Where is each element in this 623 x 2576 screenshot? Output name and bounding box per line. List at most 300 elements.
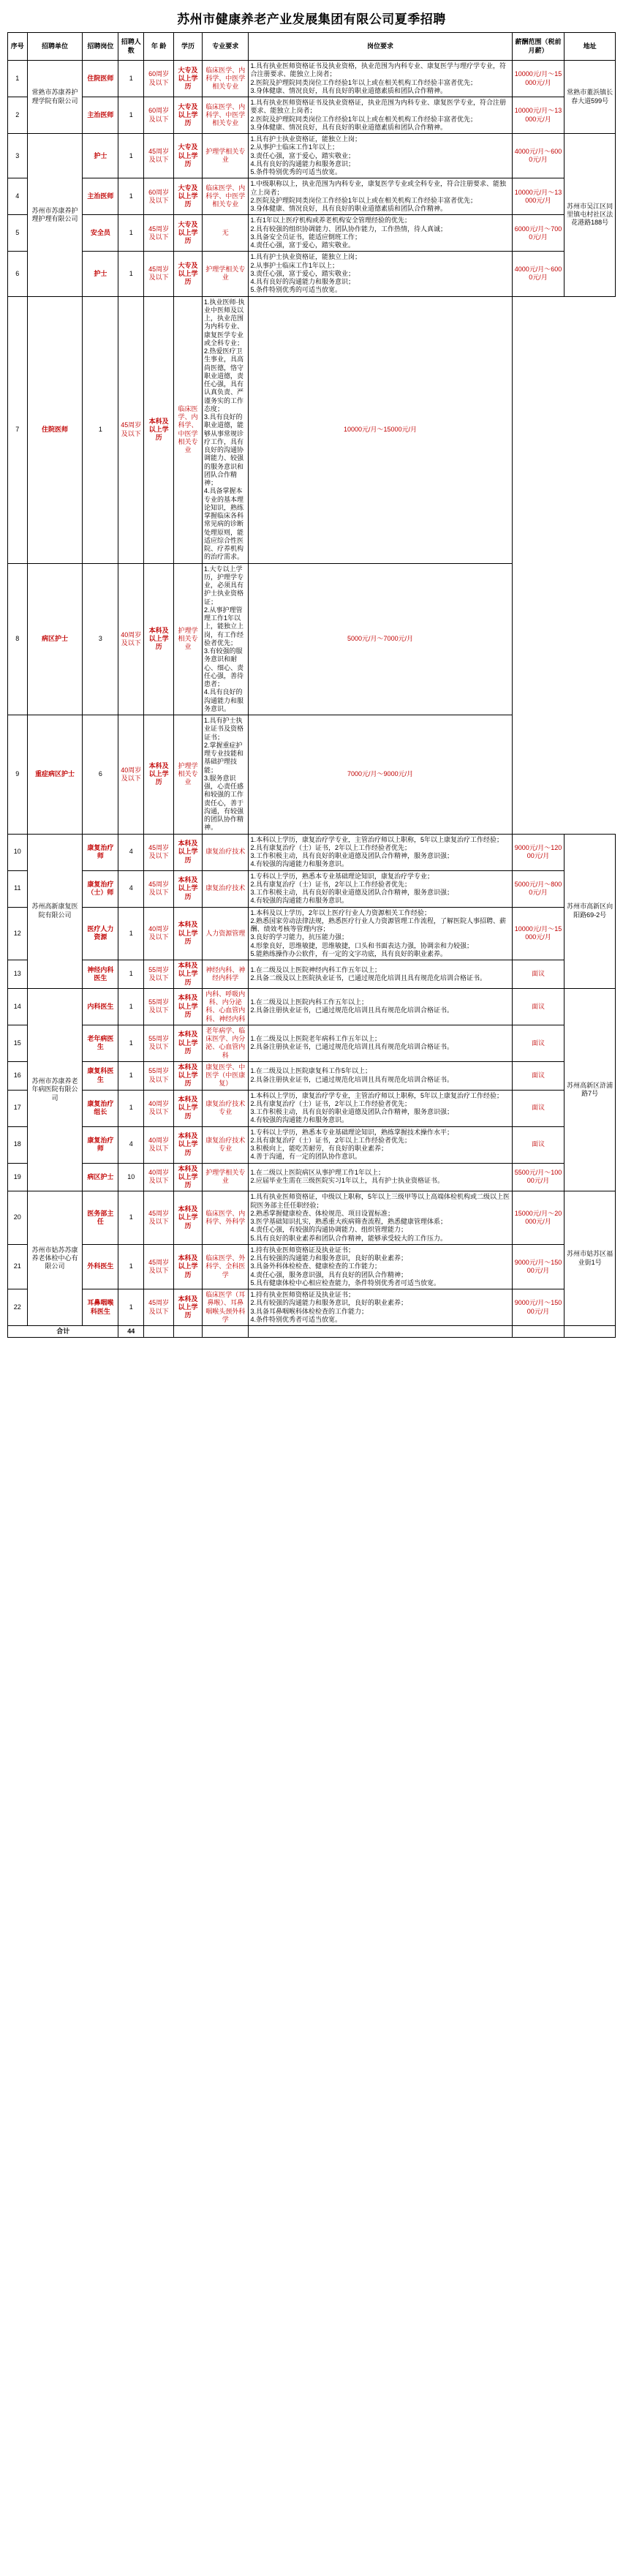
footer-empty-cell bbox=[144, 1326, 174, 1338]
cell-age: 40周岁及以下 bbox=[144, 907, 174, 960]
requirement-line: 4.形象良好，思维敏捷，思维敏捷，口头和书面表达力强，协调亲和力较强； bbox=[250, 941, 473, 949]
requirement-line: 4.责任心强，富于爱心，踏实敬业。 bbox=[250, 241, 355, 249]
table-row bbox=[8, 715, 616, 835]
requirement-line: 2.掌握重症护理专业技能和基础护理技能； bbox=[204, 741, 244, 774]
cell-requirements bbox=[249, 61, 512, 97]
table-row bbox=[8, 1025, 616, 1061]
cell-address: 苏州市姑苏区福业街1号 bbox=[565, 1191, 616, 1326]
cell-no: 3 bbox=[8, 134, 28, 178]
cell-age: 60周岁及以下 bbox=[144, 178, 174, 215]
requirement-line: 1.本科及以上学历，2年以上医疗行业人力资源相关工作经验； bbox=[250, 908, 431, 916]
cell-post: 主治医师 bbox=[83, 178, 118, 215]
requirement-line: 3.工作积极主动，具有良好的职业道德及团队合作精神，服务意识强； bbox=[250, 1108, 453, 1115]
footer-empty-cell bbox=[203, 1326, 249, 1338]
cell-education: 大专及以上学历 bbox=[174, 61, 203, 97]
cell-requirements bbox=[203, 296, 249, 563]
cell-major: 临床医学、内科学、中医学相关专业 bbox=[203, 97, 249, 134]
cell-major: 临床医学、内科学、中医学相关专业 bbox=[174, 296, 203, 563]
cell-no: 5 bbox=[8, 215, 28, 252]
cell-count: 1 bbox=[118, 252, 144, 296]
cell-salary: 9000元/月～15000元/月 bbox=[512, 1289, 565, 1326]
cell-count: 1 bbox=[118, 907, 144, 960]
requirement-line: 2.具有康复治疗（士）证书，2年以上工作经验者优先； bbox=[250, 1136, 411, 1144]
cell-major: 护理学相关专业 bbox=[203, 252, 249, 296]
table-row bbox=[8, 1061, 616, 1090]
total-count: 44 bbox=[118, 1326, 144, 1338]
requirement-line: 4.具有良好的沟通能力和服务意识。 bbox=[204, 688, 244, 712]
cell-salary: 面议 bbox=[512, 988, 565, 1025]
cell-salary: 面议 bbox=[512, 1090, 565, 1126]
requirement-line: 2.具有较强的沟通能力和服务意识，良好的职业素养； bbox=[250, 1299, 407, 1307]
cell-salary: 6000元/月～7000元/月 bbox=[512, 215, 565, 252]
cell-no: 20 bbox=[8, 1191, 28, 1245]
table-row bbox=[8, 1163, 616, 1191]
cell-address: 常熟市董浜镇长春大道599号 bbox=[565, 61, 616, 134]
page-title: 苏州市健康养老产业发展集团有限公司夏季招聘 bbox=[177, 12, 446, 26]
cell-post: 护士 bbox=[83, 252, 118, 296]
cell-unit: 常熟市苏康养护理学院有限公司 bbox=[27, 61, 83, 134]
requirement-line: 4.有较强的沟通能力和服务意识。 bbox=[250, 897, 348, 905]
cell-age: 40周岁及以下 bbox=[118, 563, 144, 715]
requirement-line: 2.热爱医疗卫生事业，具高尚医德，恪守职业道德，责任心强，具有认真负责、严谨务实的工作态度； bbox=[204, 347, 244, 413]
cell-count: 1 bbox=[118, 1289, 144, 1326]
cell-count: 6 bbox=[83, 715, 118, 835]
cell-salary: 面议 bbox=[512, 1025, 565, 1061]
requirement-line: 4.有较强的沟通能力和服务意识。 bbox=[250, 860, 348, 868]
cell-education: 本科及以上学历 bbox=[174, 960, 203, 989]
requirement-line: 3.良好的学习能力，抗压能力强； bbox=[250, 933, 348, 941]
cell-age: 45周岁及以下 bbox=[144, 215, 174, 252]
requirement-line: 5.具有健康体检中心相应检查能力，条件特别优秀者可适当放宽。 bbox=[250, 1278, 440, 1287]
cell-major: 人力资源管理 bbox=[203, 907, 249, 960]
cell-no: 16 bbox=[8, 1061, 28, 1090]
cell-post: 住院医师 bbox=[27, 296, 83, 563]
requirement-line: 2.应届毕业生需在三级医院实习1年以上，具有护士执业资格证书。 bbox=[250, 1177, 444, 1185]
cell-no: 8 bbox=[8, 563, 28, 715]
cell-requirements bbox=[249, 97, 512, 134]
table-row bbox=[8, 296, 616, 563]
cell-requirements bbox=[249, 1126, 512, 1163]
requirement-line: 3.工作积极主动，具有良好的职业道德及团队合作精神，服务意识强； bbox=[250, 852, 453, 859]
cell-no: 17 bbox=[8, 1090, 28, 1126]
requirement-line: 3.服务意识强，心责任感和较强的工作责任心，善于沟通，有较强的团队协作精神。 bbox=[204, 774, 244, 832]
cell-count: 1 bbox=[118, 61, 144, 97]
cell-unit: 苏州市姑苏苏康养老体检中心有限公司 bbox=[27, 1191, 83, 1326]
requirement-line: 2.具备注册执业证书，已通过规范化培训且具有规范化培训合格证书。 bbox=[250, 1043, 453, 1051]
cell-count: 4 bbox=[118, 834, 144, 870]
cell-requirements bbox=[249, 907, 512, 960]
cell-age: 55周岁及以下 bbox=[144, 988, 174, 1025]
requirement-line: 1.持有执业医师资格证及执业证书； bbox=[250, 1291, 355, 1298]
requirement-line: 3.身体健康、情况良好，具有良好的职业道德素质和团队合作精神。 bbox=[250, 86, 447, 94]
cell-count: 1 bbox=[118, 97, 144, 134]
cell-requirements bbox=[249, 960, 512, 989]
requirement-line: 2.具备注册执业证书，已通过规范化培训且具有规范化培训合格证书。 bbox=[250, 1075, 453, 1083]
cell-salary: 10000元/月～15000元/月 bbox=[512, 61, 565, 97]
cell-requirements bbox=[249, 1163, 512, 1191]
cell-education: 本科及以上学历 bbox=[174, 1244, 203, 1289]
col-header-salary: 薪酬范围（税前月薪） bbox=[512, 33, 565, 61]
cell-post: 神经内科医生 bbox=[83, 960, 118, 989]
cell-post: 安全员 bbox=[83, 215, 118, 252]
cell-education: 本科及以上学历 bbox=[144, 563, 174, 715]
cell-salary: 4000元/月～6000元/月 bbox=[512, 134, 565, 178]
col-header-count: 招聘人数 bbox=[118, 33, 144, 61]
cell-major: 无 bbox=[203, 215, 249, 252]
cell-requirements bbox=[249, 834, 512, 870]
cell-salary: 10000元/月～13000元/月 bbox=[512, 97, 565, 134]
cell-post: 护士 bbox=[83, 134, 118, 178]
table-row bbox=[8, 61, 616, 97]
cell-education: 本科及以上学历 bbox=[174, 1126, 203, 1163]
col-header-requirement: 岗位要求 bbox=[249, 33, 512, 61]
requirement-line: 5.具有良好的职业素养和团队合作精神，能够承受较大的工作压力。 bbox=[250, 1234, 447, 1242]
cell-major: 康复治疗技术专业 bbox=[203, 1090, 249, 1126]
cell-age: 45周岁及以下 bbox=[118, 296, 144, 563]
requirement-line: 4.善于沟通，有一定的团队协作意识。 bbox=[250, 1153, 361, 1161]
requirement-line: 1.具有护士执业资格证，能独立上岗； bbox=[250, 253, 361, 261]
cell-no: 15 bbox=[8, 1025, 28, 1061]
col-header-post: 招聘岗位 bbox=[83, 33, 118, 61]
requirement-line: 1.本科以上学历，康复治疗学专业，主管治疗师以上职称，5年以上康复治疗工作经验； bbox=[250, 835, 503, 843]
requirement-line: 2.熟悉国家劳动法律法规，熟悉医疗行业人力资源管理工作流程，了解医院人事招聘、薪酬、绩效考核等管理内容； bbox=[250, 916, 506, 933]
requirement-line: 3.具备外科体检检查、健康检查的工作能力； bbox=[250, 1262, 381, 1270]
cell-age: 55周岁及以下 bbox=[144, 960, 174, 989]
cell-major: 临床医学（耳鼻喉）、耳鼻咽喉头颈外科学 bbox=[203, 1289, 249, 1326]
cell-post: 内科医生 bbox=[83, 988, 118, 1025]
table-row bbox=[8, 907, 616, 960]
cell-no: 12 bbox=[8, 907, 28, 960]
cell-post: 医务部主任 bbox=[83, 1191, 118, 1245]
col-header-no: 序号 bbox=[8, 33, 28, 61]
cell-requirements bbox=[249, 1191, 512, 1245]
cell-post: 医疗人力资源 bbox=[83, 907, 118, 960]
requirement-line: 3.责任心强，富于爱心，踏实敬业； bbox=[250, 269, 355, 277]
cell-major: 老年病学、临床医学、内分泌、心血管内科 bbox=[203, 1025, 249, 1061]
cell-education: 本科及以上学历 bbox=[174, 1025, 203, 1061]
requirement-line: 3.积极向上，能吃苦耐劳，有良好的职业素养； bbox=[250, 1145, 388, 1152]
cell-age: 45周岁及以下 bbox=[144, 134, 174, 178]
requirement-line: 3.身体健康、情况良好，具有良好的职业道德素质和团队合作精神。 bbox=[250, 205, 447, 212]
footer-empty-cell bbox=[249, 1326, 512, 1338]
table-row bbox=[8, 178, 616, 215]
col-header-unit: 招聘单位 bbox=[27, 33, 83, 61]
table-row bbox=[8, 834, 616, 870]
cell-major: 护理学相关专业 bbox=[203, 134, 249, 178]
requirement-line: 3.具备安全员证书，能适应倒班工作； bbox=[250, 233, 361, 241]
requirement-line: 3.身体健康、情况良好，具有良好的职业道德素质和团队合作精神。 bbox=[250, 123, 447, 131]
cell-salary: 9000元/月～12000元/月 bbox=[512, 834, 565, 870]
table-row bbox=[8, 988, 616, 1025]
requirement-line: 1.在二级及以上医院老年病科工作五年以上； bbox=[250, 1035, 381, 1042]
col-header-edu-age: 年 龄 bbox=[144, 33, 174, 61]
cell-no: 4 bbox=[8, 178, 28, 215]
table-header bbox=[8, 33, 616, 61]
cell-salary: 面议 bbox=[512, 1126, 565, 1163]
cell-education: 本科及以上学历 bbox=[174, 1163, 203, 1191]
cell-major: 护理学相关专业 bbox=[174, 563, 203, 715]
cell-address: 苏州市吴江区同里镇屯村社区法花港路188号 bbox=[565, 134, 616, 297]
requirement-line: 2.医院及护理院同类岗位工作经验1年以上或在相关机构工作经验丰富者优先； bbox=[250, 115, 477, 123]
cell-education: 本科及以上学历 bbox=[174, 1289, 203, 1326]
cell-no: 21 bbox=[8, 1244, 28, 1289]
cell-salary: 10000元/月～13000元/月 bbox=[512, 178, 565, 215]
cell-no: 7 bbox=[8, 296, 28, 563]
col-header-address: 地址 bbox=[565, 33, 616, 61]
cell-post: 主治医师 bbox=[83, 97, 118, 134]
cell-post: 老年病医生 bbox=[83, 1025, 118, 1061]
footer-empty-cell bbox=[174, 1326, 203, 1338]
requirement-line: 5.条件特别优秀的可适当放宽。 bbox=[250, 168, 341, 176]
cell-post: 康复治疗组长 bbox=[83, 1090, 118, 1126]
table-row bbox=[8, 97, 616, 134]
table-row bbox=[8, 1289, 616, 1326]
cell-count: 1 bbox=[118, 1244, 144, 1289]
cell-requirements bbox=[203, 563, 249, 715]
cell-count: 1 bbox=[118, 988, 144, 1025]
cell-education: 本科及以上学历 bbox=[174, 834, 203, 870]
cell-requirements bbox=[249, 1289, 512, 1326]
cell-education: 本科及以上学历 bbox=[174, 870, 203, 907]
cell-requirements bbox=[203, 715, 249, 835]
cell-post: 病区护士 bbox=[27, 563, 83, 715]
table-row bbox=[8, 1244, 616, 1289]
requirement-line: 2.具有康复治疗（士）证书，2年以上工作经验者优先； bbox=[250, 880, 411, 888]
cell-education: 本科及以上学历 bbox=[174, 1090, 203, 1126]
cell-education: 本科及以上学历 bbox=[174, 907, 203, 960]
requirement-line: 1.专科以上学历，熟悉本专业基础理论知识，熟练掌握技术操作水平； bbox=[250, 1128, 453, 1136]
requirement-line: 1.具有执业医师资格证书及执业资格，执业范围为内科专业、康复医学与理疗学专业，符合注册要求、能独立上岗者； bbox=[250, 62, 506, 78]
cell-no: 19 bbox=[8, 1163, 28, 1191]
table-row bbox=[8, 1090, 616, 1126]
cell-count: 1 bbox=[118, 1061, 144, 1090]
requirement-line: 2.从事护理管理工作1年以上，能独立上岗，有工作经验者优先； bbox=[204, 606, 244, 647]
cell-age: 45周岁及以下 bbox=[144, 834, 174, 870]
table-row bbox=[8, 870, 616, 907]
cell-major: 康复治疗技术 bbox=[203, 870, 249, 907]
requirement-line: 4.责任心强，服务意识强，具有良好的团队合作精神； bbox=[250, 1270, 407, 1278]
cell-salary: 面议 bbox=[512, 1061, 565, 1090]
requirement-line: 4.条件特别优秀者可适当放宽。 bbox=[250, 1315, 341, 1323]
cell-age: 45周岁及以下 bbox=[144, 1244, 174, 1289]
cell-requirements bbox=[249, 1025, 512, 1061]
cell-salary: 4000元/月～6000元/月 bbox=[512, 252, 565, 296]
requirement-line: 2.具有康复治疗（士）证书，2年以上工作经验者优先； bbox=[250, 1099, 411, 1107]
table-row bbox=[8, 1191, 616, 1245]
cell-address: 苏州市高新区向阳路69-2号 bbox=[565, 834, 616, 988]
cell-age: 45周岁及以下 bbox=[144, 1289, 174, 1326]
cell-age: 40周岁及以下 bbox=[144, 1163, 174, 1191]
cell-count: 1 bbox=[83, 296, 118, 563]
requirement-line: 4.具有良好的沟通能力和服务意识； bbox=[250, 278, 355, 285]
col-header-edu: 学历 bbox=[174, 33, 203, 61]
requirement-line: 1.具有执业医师资格证，中级以上职称，5年以上三级甲等以上高端体检机构或二级以上医院医务部主任任职经验； bbox=[250, 1193, 510, 1209]
cell-education: 本科及以上学历 bbox=[174, 1191, 203, 1245]
cell-salary: 5000元/月～8000元/月 bbox=[512, 870, 565, 907]
cell-count: 10 bbox=[118, 1163, 144, 1191]
requirement-line: 1.中级职称以上，执业范围为内科专业，康复医学专业或全科专业，符合注册要求、能独立上岗者； bbox=[250, 180, 506, 196]
cell-salary: 10000元/月～15000元/月 bbox=[512, 907, 565, 960]
requirement-line: 3.医学基础知识扎实，熟悉重大疾病筛查流程，熟悉健康管理体系； bbox=[250, 1218, 447, 1225]
requirement-line: 2.从事护士临床工作1年以上； bbox=[250, 261, 339, 269]
cell-age: 40周岁及以下 bbox=[144, 1126, 174, 1163]
cell-major: 临床医学、内科学、中医学相关专业 bbox=[203, 61, 249, 97]
requirement-line: 2.具有较强的沟通能力和服务意识，良好的职业素养； bbox=[250, 1254, 407, 1262]
cell-education: 大专及以上学历 bbox=[174, 178, 203, 215]
requirement-line: 1.在二级及以上医院内科工作五年以上； bbox=[250, 998, 368, 1006]
cell-no: 1 bbox=[8, 61, 28, 97]
table-footer-row bbox=[8, 1326, 616, 1338]
cell-major: 康复治疗技术 bbox=[203, 834, 249, 870]
requirement-line: 2.具有较强的组织协调能力、团队协作能力，工作热情，待人真诚； bbox=[250, 225, 447, 233]
table-row bbox=[8, 1126, 616, 1163]
requirement-line: 1.具有护士执业证书及资格证书； bbox=[204, 717, 244, 741]
cell-post: 康复治疗师 bbox=[83, 834, 118, 870]
cell-age: 55周岁及以下 bbox=[144, 1025, 174, 1061]
cell-requirements bbox=[249, 988, 512, 1025]
requirement-line: 2.医院及护理院同类岗位工作经验1年以上或在相关机构工作经验丰富者优先； bbox=[250, 196, 477, 204]
requirement-line: 3.有较强的服务意识和耐心、细心、责任心强，善待患者； bbox=[204, 647, 244, 688]
cell-requirements bbox=[249, 870, 512, 907]
requirement-line: 5.条件特别优秀的可适当放宽。 bbox=[250, 286, 341, 294]
footer-empty-cell bbox=[512, 1326, 565, 1338]
cell-requirements bbox=[249, 1244, 512, 1289]
requirement-line: 2.从事护士临床工作1年以上； bbox=[250, 143, 339, 151]
requirement-line: 1.在二级及以上医院神经内科工作五年以上； bbox=[250, 965, 381, 973]
cell-count: 1 bbox=[118, 960, 144, 989]
cell-requirements bbox=[249, 178, 512, 215]
cell-no: 6 bbox=[8, 252, 28, 296]
cell-major: 神经内科、神经内科学 bbox=[203, 960, 249, 989]
requirement-line: 3.责任心强，富于爱心，踏实敬业； bbox=[250, 151, 355, 159]
cell-salary: 5000元/月～7000元/月 bbox=[249, 563, 512, 715]
cell-salary: 9000元/月～15000元/月 bbox=[512, 1244, 565, 1289]
cell-count: 1 bbox=[118, 1025, 144, 1061]
cell-education: 本科及以上学历 bbox=[174, 988, 203, 1025]
requirement-line: 1.专科以上学历，熟悉本专业基础理论知识，康复治疗学专业； bbox=[250, 872, 434, 880]
requirement-line: 4.有较强的沟通能力和服务意识。 bbox=[250, 1116, 348, 1124]
requirement-line: 4.具备掌握本专业的基本理论知识，熟练掌握临床各科常见病的诊断处理原则，能适应综合性医院、疗养机构的治疗需求。 bbox=[204, 487, 244, 561]
header-row bbox=[8, 33, 616, 61]
cell-age: 60周岁及以下 bbox=[144, 61, 174, 97]
cell-count: 4 bbox=[118, 870, 144, 907]
cell-age: 40周岁及以下 bbox=[144, 1090, 174, 1126]
requirement-line: 1.本科以上学历，康复治疗学专业，主管治疗师以上职称，5年以上康复治疗工作经验； bbox=[250, 1091, 503, 1099]
cell-requirements bbox=[249, 252, 512, 296]
requirement-line: 1.执业医师·执业中医师及以上，执业范围为内科专业、康复医学专业或全科专业； bbox=[204, 298, 245, 347]
cell-education: 本科及以上学历 bbox=[144, 715, 174, 835]
table-row bbox=[8, 563, 616, 715]
cell-no: 14 bbox=[8, 988, 28, 1025]
table-row bbox=[8, 215, 616, 252]
cell-age: 55周岁及以下 bbox=[144, 1061, 174, 1090]
cell-education: 本科及以上学历 bbox=[144, 296, 174, 563]
cell-count: 4 bbox=[118, 1126, 144, 1163]
requirement-line: 3.具有良好的职业道德，能够从事常规诊疗工作，具有良好的沟通协调能力、较强的服务意识和团队合作精神； bbox=[204, 413, 244, 486]
requirement-line: 4.责任心强，有较强的沟通协调能力、组织管理能力； bbox=[250, 1226, 407, 1234]
footer-empty-cell bbox=[565, 1326, 616, 1338]
cell-education: 大专及以上学历 bbox=[174, 252, 203, 296]
requirement-line: 2.医院及护理院同类岗位工作经验1年以上或在相关机构工作经验丰富者优先； bbox=[250, 78, 477, 86]
cell-salary: 15000元/月～20000元/月 bbox=[512, 1191, 565, 1245]
requirement-line: 2.具备注册执业证书，已通过规范化培训且具有规范化培训合格证书。 bbox=[250, 1006, 453, 1014]
cell-address: 苏州高新区浒浦路7号 bbox=[565, 988, 616, 1191]
cell-education: 大专及以上学历 bbox=[174, 134, 203, 178]
requirement-line: 2.具有康复治疗（士）证书，2年以上工作经验者优先； bbox=[250, 843, 411, 851]
cell-major: 内科、呼吸内科、内分泌科、心血管内科、神经内科 bbox=[203, 988, 249, 1025]
cell-unit: 苏州市苏康养老年病医院有限公司 bbox=[27, 988, 83, 1191]
cell-post: 康复治疗（士）师 bbox=[83, 870, 118, 907]
cell-post: 耳鼻咽喉科医生 bbox=[83, 1289, 118, 1326]
cell-education: 本科及以上学历 bbox=[174, 1061, 203, 1090]
cell-education: 大专及以上学历 bbox=[174, 97, 203, 134]
cell-major: 护理学相关专业 bbox=[203, 1163, 249, 1191]
cell-count: 1 bbox=[118, 134, 144, 178]
cell-post: 病区护士 bbox=[83, 1163, 118, 1191]
cell-no: 11 bbox=[8, 870, 28, 907]
requirement-line: 1.具有护士执业资格证，能独立上岗； bbox=[250, 135, 361, 143]
cell-major: 康复医学、中医学（中医康复） bbox=[203, 1061, 249, 1090]
cell-salary: 10000元/月～15000元/月 bbox=[249, 296, 512, 563]
requirement-line: 1.大专以上学历，护理学专业，必须具有护士执业资格证； bbox=[204, 565, 244, 606]
cell-post: 康复治疗师 bbox=[83, 1126, 118, 1163]
cell-count: 3 bbox=[83, 563, 118, 715]
col-header-major: 专业要求 bbox=[203, 33, 249, 61]
cell-unit: 苏州高新康复医院有限公司 bbox=[27, 834, 83, 988]
total-label: 合计 bbox=[8, 1326, 118, 1338]
cell-no: 2 bbox=[8, 97, 28, 134]
recruitment-table bbox=[7, 32, 616, 1338]
cell-salary: 面议 bbox=[512, 960, 565, 989]
requirement-line: 2.具备二级及以上医院执业证书，已通过规范化培训且具有规范化培训合格证书。 bbox=[250, 973, 486, 982]
cell-age: 45周岁及以下 bbox=[144, 252, 174, 296]
cell-salary: 5500元/月～10000元/月 bbox=[512, 1163, 565, 1191]
cell-post: 外科医生 bbox=[83, 1244, 118, 1289]
requirement-line: 1.有1年以上医疗机构或养老机构安全管理经验的优先； bbox=[250, 216, 411, 225]
requirement-line: 3.具备耳鼻咽喉科体检检查的工作能力； bbox=[250, 1307, 368, 1315]
table-row bbox=[8, 960, 616, 989]
cell-count: 1 bbox=[118, 1191, 144, 1245]
cell-requirements bbox=[249, 1090, 512, 1126]
requirement-line: 4.具有良好的沟通能力和服务意识； bbox=[250, 159, 355, 167]
cell-no: 10 bbox=[8, 834, 28, 870]
cell-post: 住院医师 bbox=[83, 61, 118, 97]
cell-major: 临床医学、外科学、全科医学 bbox=[203, 1244, 249, 1289]
cell-count: 1 bbox=[118, 215, 144, 252]
cell-no: 9 bbox=[8, 715, 28, 835]
cell-age: 40周岁及以下 bbox=[118, 715, 144, 835]
cell-major: 临床医学、内科学、中医学相关专业 bbox=[203, 178, 249, 215]
cell-education: 大专及以上学历 bbox=[174, 215, 203, 252]
cell-post: 重症病区护士 bbox=[27, 715, 83, 835]
cell-age: 60周岁及以下 bbox=[144, 97, 174, 134]
cell-requirements bbox=[249, 1061, 512, 1090]
cell-salary: 7000元/月～9000元/月 bbox=[249, 715, 512, 835]
table-row bbox=[8, 252, 616, 296]
requirement-line: 1.持有执业医师资格证及执业证书； bbox=[250, 1246, 355, 1254]
cell-age: 45周岁及以下 bbox=[144, 1191, 174, 1245]
cell-no: 13 bbox=[8, 960, 28, 989]
requirement-line: 1.在二级及以上医院康复科工作5年以上； bbox=[250, 1067, 371, 1075]
requirement-line: 3.工作积极主动，具有良好的职业道德及团队合作精神，服务意识强； bbox=[250, 889, 453, 896]
cell-major: 护理学相关专业 bbox=[174, 715, 203, 835]
table-body bbox=[8, 61, 616, 1338]
cell-major: 临床医学、内科学、外科学 bbox=[203, 1191, 249, 1245]
requirement-line: 2.熟悉掌握健康检查、体检规范、项目设置标准； bbox=[250, 1209, 394, 1217]
cell-requirements bbox=[249, 215, 512, 252]
cell-count: 1 bbox=[118, 1090, 144, 1126]
cell-unit: 苏州市苏康养护理护理有限公司 bbox=[27, 134, 83, 297]
